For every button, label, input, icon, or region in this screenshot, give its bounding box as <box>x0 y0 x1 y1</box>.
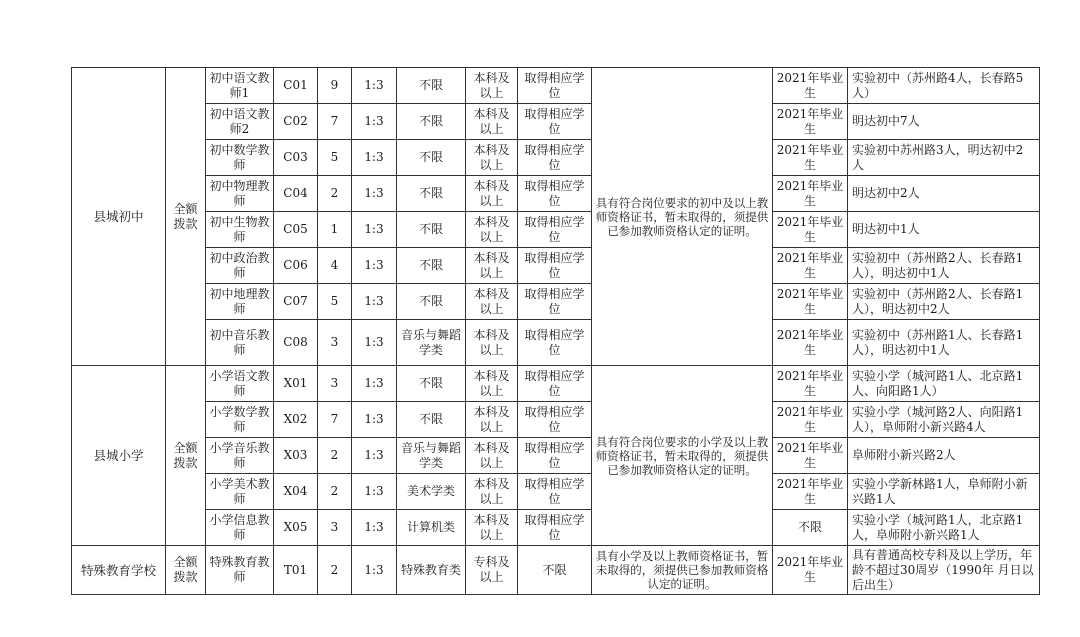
post-name: 小学美术教师 <box>206 474 274 510</box>
post-code: X01 <box>274 366 318 402</box>
degree-requirement: 取得相应学位 <box>518 212 592 248</box>
post-name: 特殊教育教师 <box>206 546 274 595</box>
target-group: 2021年毕业生 <box>773 474 848 510</box>
other-requirement: 具有符合岗位要求的小学及以上教师资格证书，暂未取得的，须提供已参加教师资格认定的证明。 <box>592 366 773 546</box>
post-name: 小学语文教师 <box>206 366 274 402</box>
target-group: 2021年毕业生 <box>773 68 848 104</box>
recruit-count: 9 <box>318 68 352 104</box>
target-group: 2021年毕业生 <box>773 104 848 140</box>
major-requirement: 不限 <box>397 248 466 284</box>
post-name: 小学信息教师 <box>206 510 274 546</box>
education-requirement: 本科及以上 <box>466 366 518 402</box>
target-group: 2021年毕业生 <box>773 320 848 366</box>
table-row <box>72 212 1040 248</box>
recruit-count: 4 <box>318 248 352 284</box>
exam-ratio: 1:3 <box>352 546 397 595</box>
post-code: C06 <box>274 248 318 284</box>
post-code: X02 <box>274 402 318 438</box>
remark: 实验初中（苏州路2人、长春路1人），明达初中1人 <box>848 248 1040 284</box>
remark: 明达初中2人 <box>848 176 1040 212</box>
degree-requirement: 取得相应学位 <box>518 510 592 546</box>
degree-requirement: 取得相应学位 <box>518 104 592 140</box>
degree-requirement: 取得相应学位 <box>518 438 592 474</box>
table-row <box>72 320 1040 366</box>
recruit-count: 2 <box>318 474 352 510</box>
remark: 实验初中（苏州路2人、长春路1人），明达初中2人 <box>848 284 1040 320</box>
recruit-count: 2 <box>318 438 352 474</box>
recruit-count: 2 <box>318 546 352 595</box>
funding-type: 全额拨款 <box>166 366 206 546</box>
target-group: 2021年毕业生 <box>773 366 848 402</box>
major-requirement: 音乐与舞蹈学类 <box>397 320 466 366</box>
major-requirement: 不限 <box>397 176 466 212</box>
education-requirement: 本科及以上 <box>466 284 518 320</box>
target-group: 2021年毕业生 <box>773 546 848 595</box>
post-code: C04 <box>274 176 318 212</box>
table-row <box>72 402 1040 438</box>
degree-requirement: 取得相应学位 <box>518 366 592 402</box>
recruit-count: 1 <box>318 212 352 248</box>
recruit-count: 5 <box>318 140 352 176</box>
funding-type: 全额拨款 <box>166 68 206 366</box>
education-requirement: 本科及以上 <box>466 510 518 546</box>
table-row <box>72 474 1040 510</box>
remark: 明达初中1人 <box>848 212 1040 248</box>
unit-name: 特殊教育学校 <box>72 546 166 595</box>
post-code: X03 <box>274 438 318 474</box>
funding-type: 全额拨款 <box>166 546 206 595</box>
education-requirement: 本科及以上 <box>466 176 518 212</box>
major-requirement: 不限 <box>397 212 466 248</box>
table-row <box>72 68 1040 104</box>
education-requirement: 本科及以上 <box>466 140 518 176</box>
recruit-count: 7 <box>318 104 352 140</box>
remark: 实验初中（苏州路1人、长春路1人），明达初中1人 <box>848 320 1040 366</box>
recruit-count: 5 <box>318 284 352 320</box>
recruit-count: 3 <box>318 366 352 402</box>
exam-ratio: 1:3 <box>352 510 397 546</box>
degree-requirement: 不限 <box>518 546 592 595</box>
exam-ratio: 1:3 <box>352 176 397 212</box>
major-requirement: 不限 <box>397 284 466 320</box>
target-group: 2021年毕业生 <box>773 438 848 474</box>
target-group: 2021年毕业生 <box>773 140 848 176</box>
post-name: 初中语文教师1 <box>206 68 274 104</box>
major-requirement: 不限 <box>397 68 466 104</box>
exam-ratio: 1:3 <box>352 366 397 402</box>
other-requirement: 具有符合岗位要求的初中及以上教师资格证书，暂未取得的，须提供已参加教师资格认定的证明。 <box>592 68 773 366</box>
remark: 实验小学（城河路1人，北京路1人，阜师附小新兴路1人 <box>848 510 1040 546</box>
education-requirement: 专科及以上 <box>466 546 518 595</box>
post-code: C02 <box>274 104 318 140</box>
table-row <box>72 510 1040 546</box>
major-requirement: 不限 <box>397 104 466 140</box>
exam-ratio: 1:3 <box>352 474 397 510</box>
education-requirement: 本科及以上 <box>466 320 518 366</box>
remark: 实验初中（苏州路4人，长春路5人） <box>848 68 1040 104</box>
education-requirement: 本科及以上 <box>466 212 518 248</box>
education-requirement: 本科及以上 <box>466 438 518 474</box>
remark: 实验小学新林路1人，阜师附小新兴路1人 <box>848 474 1040 510</box>
recruit-count: 3 <box>318 320 352 366</box>
major-requirement: 不限 <box>397 366 466 402</box>
target-group: 2021年毕业生 <box>773 284 848 320</box>
target-group: 不限 <box>773 510 848 546</box>
education-requirement: 本科及以上 <box>466 402 518 438</box>
remark: 阜师附小新兴路2人 <box>848 438 1040 474</box>
degree-requirement: 取得相应学位 <box>518 140 592 176</box>
remark: 具有普通高校专科及以上学历，年龄不超过30周岁（1990年 月日以后出生） <box>848 546 1040 595</box>
exam-ratio: 1:3 <box>352 248 397 284</box>
table-body <box>72 68 1040 595</box>
target-group: 2021年毕业生 <box>773 248 848 284</box>
degree-requirement: 取得相应学位 <box>518 320 592 366</box>
education-requirement: 本科及以上 <box>466 248 518 284</box>
target-group: 2021年毕业生 <box>773 212 848 248</box>
post-name: 小学数学教师 <box>206 402 274 438</box>
exam-ratio: 1:3 <box>352 140 397 176</box>
recruitment-table <box>71 67 1040 595</box>
major-requirement: 美术学类 <box>397 474 466 510</box>
post-name: 初中政治教师 <box>206 248 274 284</box>
post-code: C01 <box>274 68 318 104</box>
other-requirement: 具有小学及以上教师资格证书，暂未取得的，须提供已参加教师资格认定的证明。 <box>592 546 773 595</box>
major-requirement: 不限 <box>397 402 466 438</box>
post-name: 初中数学教师 <box>206 140 274 176</box>
post-code: C08 <box>274 320 318 366</box>
major-requirement: 计算机类 <box>397 510 466 546</box>
degree-requirement: 取得相应学位 <box>518 284 592 320</box>
education-requirement: 本科及以上 <box>466 104 518 140</box>
exam-ratio: 1:3 <box>352 212 397 248</box>
target-group: 2021年毕业生 <box>773 176 848 212</box>
post-code: C07 <box>274 284 318 320</box>
education-requirement: 本科及以上 <box>466 68 518 104</box>
exam-ratio: 1:3 <box>352 104 397 140</box>
exam-ratio: 1:3 <box>352 438 397 474</box>
recruit-count: 7 <box>318 402 352 438</box>
exam-ratio: 1:3 <box>352 402 397 438</box>
degree-requirement: 取得相应学位 <box>518 68 592 104</box>
major-requirement: 不限 <box>397 140 466 176</box>
degree-requirement: 取得相应学位 <box>518 248 592 284</box>
major-requirement: 特殊教育类 <box>397 546 466 595</box>
education-requirement: 本科及以上 <box>466 474 518 510</box>
post-name: 初中语文教师2 <box>206 104 274 140</box>
post-name: 初中地理教师 <box>206 284 274 320</box>
exam-ratio: 1:3 <box>352 284 397 320</box>
table-row <box>72 438 1040 474</box>
recruit-count: 2 <box>318 176 352 212</box>
degree-requirement: 取得相应学位 <box>518 474 592 510</box>
post-name: 初中生物教师 <box>206 212 274 248</box>
recruit-count: 3 <box>318 510 352 546</box>
target-group: 2021年毕业生 <box>773 402 848 438</box>
post-name: 初中物理教师 <box>206 176 274 212</box>
post-name: 小学音乐教师 <box>206 438 274 474</box>
post-name: 初中音乐教师 <box>206 320 274 366</box>
post-code: X04 <box>274 474 318 510</box>
exam-ratio: 1:3 <box>352 320 397 366</box>
table-row <box>72 140 1040 176</box>
exam-ratio: 1:3 <box>352 68 397 104</box>
remark: 明达初中7人 <box>848 104 1040 140</box>
degree-requirement: 取得相应学位 <box>518 402 592 438</box>
remark: 实验初中苏州路3人，明达初中2人 <box>848 140 1040 176</box>
remark: 实验小学（城河路2人、向阳路1人），阜师附小新兴路4人 <box>848 402 1040 438</box>
remark: 实验小学（城河路1人、北京路1人、向阳路1人） <box>848 366 1040 402</box>
post-code: C03 <box>274 140 318 176</box>
table-row <box>72 248 1040 284</box>
unit-name: 县城小学 <box>72 366 166 546</box>
post-code: X05 <box>274 510 318 546</box>
table-row <box>72 546 1040 595</box>
table-row <box>72 104 1040 140</box>
table-row <box>72 284 1040 320</box>
major-requirement: 音乐与舞蹈学类 <box>397 438 466 474</box>
post-code: C05 <box>274 212 318 248</box>
table-row <box>72 366 1040 402</box>
degree-requirement: 取得相应学位 <box>518 176 592 212</box>
table-row <box>72 176 1040 212</box>
unit-name: 县城初中 <box>72 68 166 366</box>
post-code: T01 <box>274 546 318 595</box>
